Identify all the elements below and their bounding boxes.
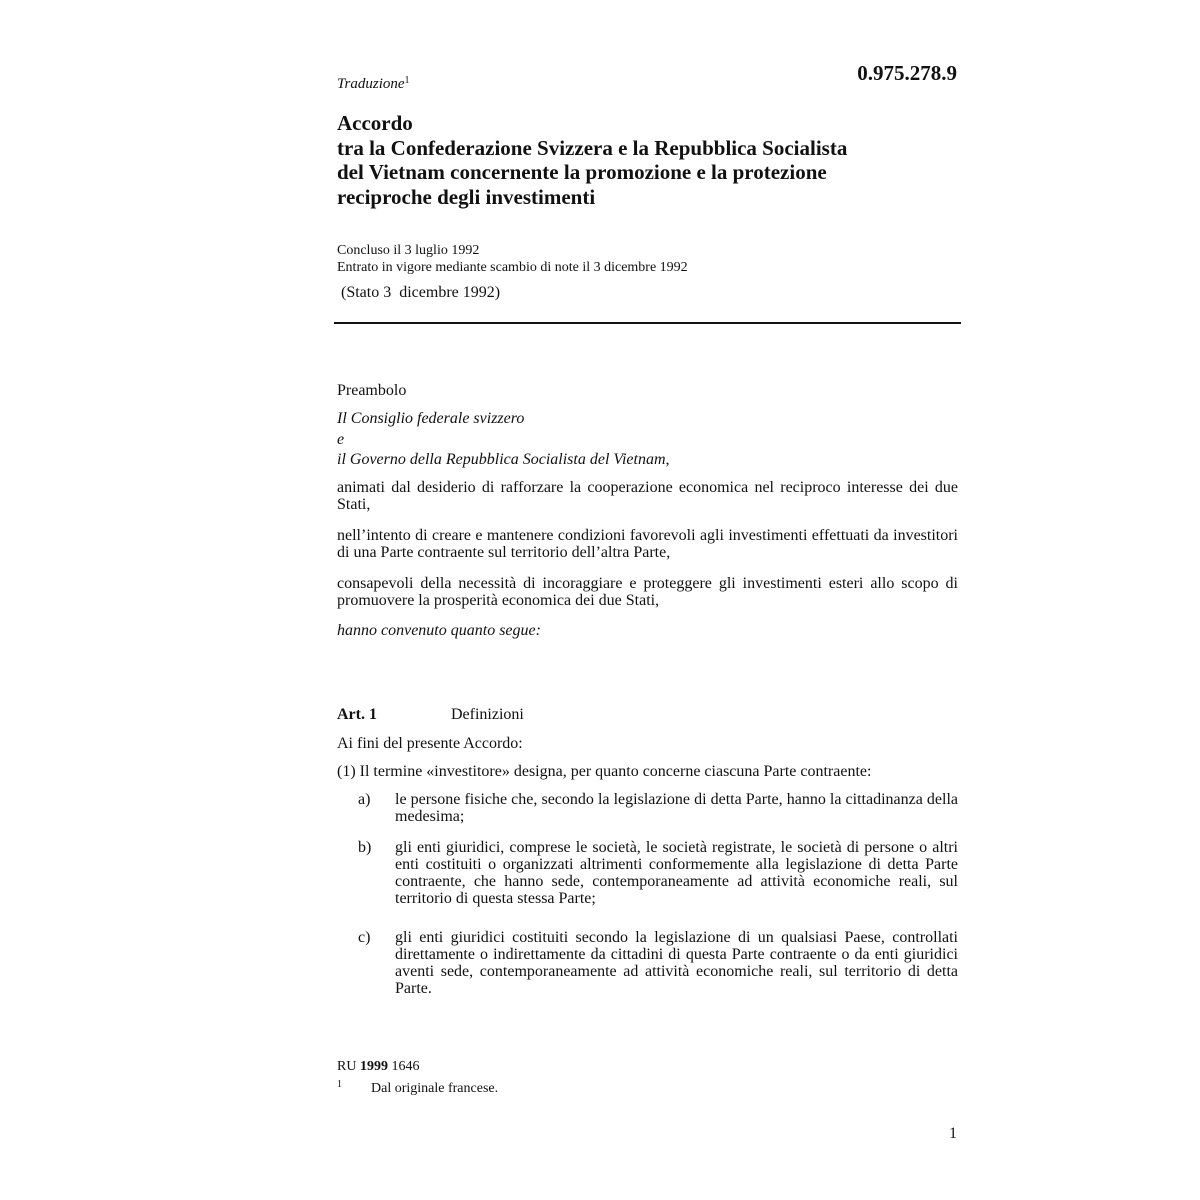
preamble-paragraph-3: consapevoli della necessità di incoraggiare e proteggere gli investimenti esteri allo scopo di promuovere la prosperità economica dei due Stati, bbox=[337, 575, 958, 609]
preamble-party-1: Il Consiglio federale svizzero bbox=[337, 410, 525, 427]
article-label: Art. 1 bbox=[337, 706, 377, 723]
official-compilation-ref: RU 1999 1646 bbox=[337, 1059, 420, 1074]
list-item: gli enti giuridici costituiti secondo la legislazione di un qualsiasi Paese, controllati direttamente o indirettamente da cittadini di questa Parte contraente o da enti giuridici aventi sede, contemporaneamente ad attività economiche reali, sul territorio di detta Parte. bbox=[395, 929, 958, 997]
list-item: gli enti giuridici, comprese le società, le società registrate, le società di persone o altri enti costituiti o organizzati altrimenti conformemente alla legislazione di detta Parte contraente, che hanno sede, contemporaneamente ad attività economiche reali, sul territorio di questa stessa Parte; bbox=[395, 839, 958, 907]
list-item: le persone fisiche che, secondo la legislazione di detta Parte, hanno la cittadinanza della medesima; bbox=[395, 791, 958, 825]
title-line: del Vietnam concernente la promozione e la protezione bbox=[337, 160, 827, 184]
document-title bbox=[337, 111, 967, 209]
preamble-closing: hanno convenuto quanto segue: bbox=[337, 622, 541, 639]
header-divider bbox=[334, 322, 961, 324]
title-line: Accordo bbox=[337, 111, 413, 135]
preamble-conjunction: e bbox=[337, 431, 345, 448]
list-marker: a) bbox=[358, 791, 371, 808]
footnote-ref[interactable]: 1 bbox=[404, 75, 410, 86]
footnote-text: Dal originale francese. bbox=[371, 1081, 499, 1096]
preamble-paragraph-1: animati dal desiderio di rafforzare la cooperazione economica nel reciproco interesse dei due Stati, bbox=[337, 479, 958, 513]
article-paragraph-1: (1) Il termine «investitore» designa, per quanto concerne ciascuna Parte contraente: bbox=[337, 763, 872, 780]
preamble-party-2: il Governo della Repubblica Socialista del Vietnam, bbox=[337, 451, 670, 468]
article-title: Definizioni bbox=[451, 706, 524, 723]
entry-into-force: Entrato in vigore mediante scambio di note il 3 dicembre 1992 bbox=[337, 260, 688, 275]
preamble-heading: Preambolo bbox=[337, 382, 407, 399]
list-marker: c) bbox=[358, 929, 371, 946]
concluded-date: Concluso il 3 luglio 1992 bbox=[337, 243, 480, 258]
title-line: tra la Confederazione Svizzera e la Repubblica Socialista bbox=[337, 135, 848, 160]
sr-number: 0.975.278.9 bbox=[857, 61, 957, 85]
list-marker: b) bbox=[358, 839, 372, 856]
translation-label: Traduzione$^1$ bbox=[337, 75, 410, 92]
preamble-paragraph-2: nell’intento di creare e mantenere condizioni favorevoli agli investimenti effettuati da investitori di una Parte contraente sul territorio dell’altra Parte, bbox=[337, 527, 958, 561]
article-intro: Ai fini del presente Accordo: bbox=[337, 735, 523, 752]
state-date: (Stato 3 dicembre 1992) bbox=[337, 284, 501, 301]
title-line: reciproche degli investimenti bbox=[337, 184, 596, 209]
page-number: 1 bbox=[949, 1125, 957, 1142]
footnote-number: 1 bbox=[337, 1079, 342, 1090]
